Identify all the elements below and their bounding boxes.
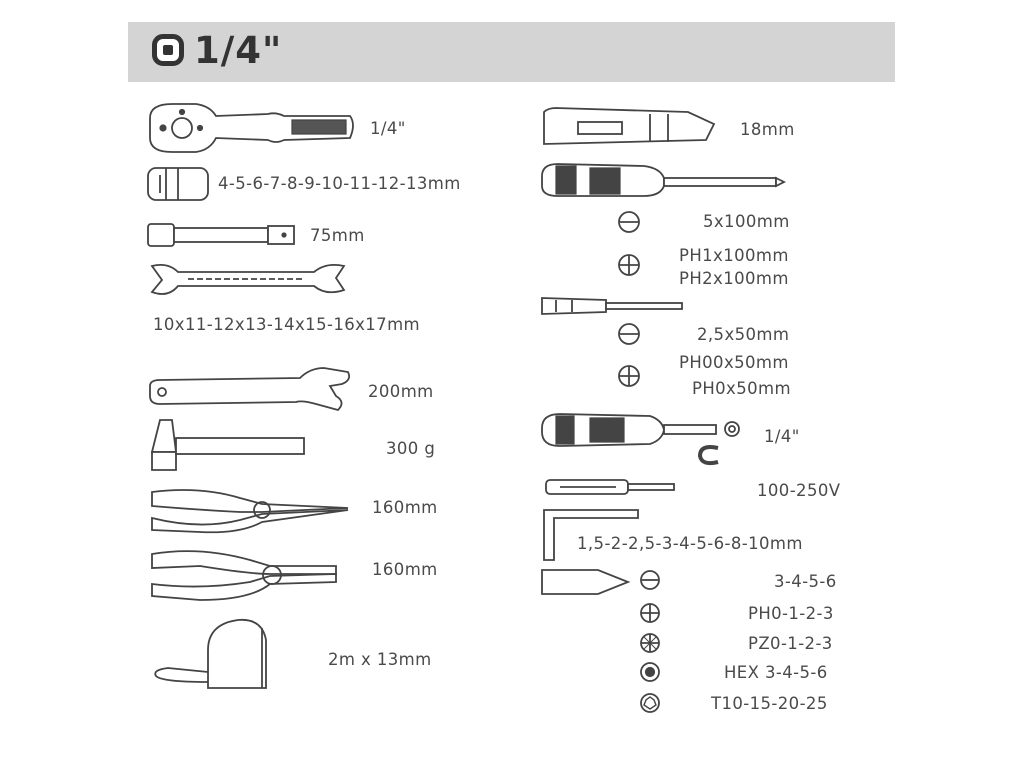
extension-length-label: 75mm xyxy=(310,226,365,245)
screwdriver-ph1-label: PH1x100mm xyxy=(679,246,789,265)
hex-tip-icon xyxy=(641,663,659,681)
long-nose-pliers-icon xyxy=(152,490,348,532)
ratchet-icon xyxy=(150,104,353,152)
cutter-size-label: 18mm xyxy=(740,120,795,139)
slotted-tip-icon xyxy=(619,212,639,232)
phillips-tip-icon xyxy=(641,604,659,622)
bit-icon xyxy=(542,570,628,594)
phillips-tip-icon xyxy=(619,366,639,386)
slotted-tip-icon xyxy=(641,571,659,589)
bit-holder-screwdriver-icon xyxy=(542,414,739,463)
torx-tip-icon xyxy=(641,694,659,712)
socket-sizes-label: 4-5-6-7-8-9-10-11-12-13mm xyxy=(218,174,461,193)
bits-pozidriv-label: PZ0-1-2-3 xyxy=(748,634,833,653)
adjustable-wrench-icon xyxy=(150,368,349,410)
phillips-tip-icon xyxy=(619,255,639,275)
wrench-sizes-label: 10x11-12x13-14x15-16x17mm xyxy=(153,315,421,334)
voltage-tester-icon xyxy=(546,480,674,494)
bit-holder-size-label: 1/4" xyxy=(764,427,800,446)
combination-pliers-size-label: 160mm xyxy=(372,560,438,579)
ratchet-size-label: 1/4" xyxy=(370,119,406,138)
open-end-wrench-icon xyxy=(152,265,344,294)
adjustable-wrench-size-label: 200mm xyxy=(368,382,434,401)
hammer-icon xyxy=(152,420,304,470)
precision-ph0-label: PH0x50mm xyxy=(692,379,791,398)
utility-knife-icon xyxy=(544,108,714,144)
tape-measure-icon xyxy=(155,620,266,688)
slotted-tip-icon xyxy=(619,324,639,344)
precision-screwdriver-icon xyxy=(542,298,682,314)
screwdriver-ph2-label: PH2x100mm xyxy=(679,269,789,288)
bits-slotted-label: 3-4-5-6 xyxy=(774,572,837,591)
hammer-weight-label: 300 g xyxy=(386,439,436,458)
screwdriver-slotted-label: 5x100mm xyxy=(703,212,790,231)
screwdriver-icon xyxy=(542,164,784,196)
extension-bar-icon xyxy=(148,224,294,246)
voltage-tester-range-label: 100-250V xyxy=(757,481,841,500)
pozidriv-tip-icon xyxy=(641,634,659,652)
precision-slotted-label: 2,5x50mm xyxy=(697,325,790,344)
socket-icon xyxy=(148,168,208,200)
hex-key-sizes-label: 1,5-2-2,5-3-4-5-6-8-10mm xyxy=(577,534,803,553)
combination-pliers-icon xyxy=(152,551,336,600)
section-title: 1/4" xyxy=(194,29,283,72)
bits-hex-label: HEX 3-4-5-6 xyxy=(724,663,828,682)
bits-torx-label: T10-15-20-25 xyxy=(711,694,828,713)
precision-ph00-label: PH00x50mm xyxy=(679,353,789,372)
long-nose-pliers-size-label: 160mm xyxy=(372,498,438,517)
tape-measure-size-label: 2m x 13mm xyxy=(328,650,432,669)
bits-phillips-label: PH0-1-2-3 xyxy=(748,604,834,623)
